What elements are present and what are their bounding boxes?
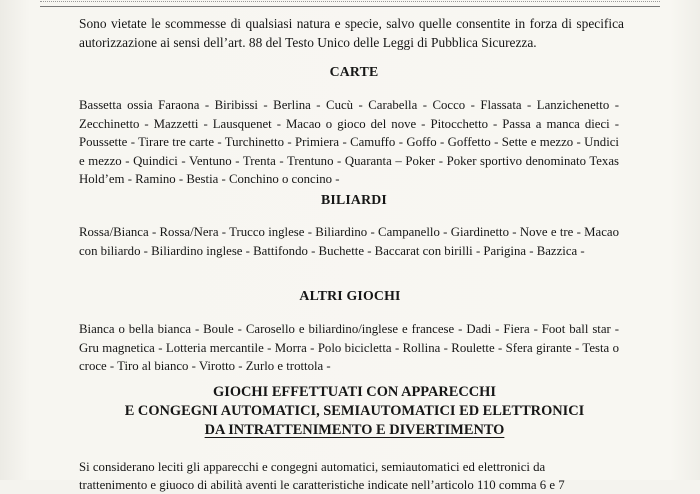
heading-altri-giochi: ALTRI GIOCHI <box>299 288 401 303</box>
heading-apparecchi-line2: E CONGEGNI AUTOMATICI, SEMIAUTOMATICI ED ELETTRONICI <box>124 403 585 419</box>
heading-apparecchi-line1: GIOCHI EFFETTUATI CON APPARECCHI <box>213 384 496 400</box>
heading-apparecchi <box>82 383 627 440</box>
heading-biliardi: BILIARDI <box>320 192 387 207</box>
intro-paragraph: Sono vietate le scommesse di qualsiasi natura e specie, salvo quelle consentite in forza di specifica autorizzazione ai sensi dell’art. 88 del Testo Unico delle Leggi di Pubblica Sicurezza. <box>79 16 624 50</box>
heading-apparecchi-line3: DA INTRATTENIMENTO E DIVERTIMENTO <box>204 422 505 438</box>
altri-giochi-list: Bianca o bella bianca - Boule - Carosello e biliardino/inglese e francese - Dadi - Fiera - Foot ball star - Gru magnetica - Lotteria mercantile - Morra - Polo bicicletta - Rollina - Roulette - Sfera girante - Testa o croce - Tiro al bianco - Virotto - Zurlo e trottola - <box>79 322 619 373</box>
apparecchi-text-line2: trattenimento e giuoco di abilità aventi le caratteristiche indicate nell’articolo 110 comma 6 e 7 <box>79 478 565 492</box>
carte-list: Bassetta ossia Faraona - Biribissi - Berlina - Cucù - Carabella - Cocco - Flassata - Lanzichenetto - Zecchinetto - Mazzetti - Lausquenet - Macao o gioco del nove - Pitocchetto - Passa a manca dieci - Poussette - Tirare tre carte - Turchinetto - Primiera - Camuffo - Goffo - Goffetto - Sette e mezzo - Undici e mezzo - Quindici - Ventuno - Trenta - Trentuno - Quaranta – Poker - Poker sportivo denominato Texas Hold’em - Ramino - Bestia - Conchino o concino - <box>79 98 619 186</box>
top-rule <box>40 6 660 7</box>
heading-carte: CARTE <box>329 64 379 79</box>
apparecchi-text-line1: Si considerano leciti gli apparecchi e congegni automatici, semiautomatici ed elettronici da <box>79 460 546 474</box>
apparecchi-paragraph <box>79 458 619 494</box>
biliardi-list: Rossa/Bianca - Rossa/Nera - Trucco inglese - Biliardino - Campanello - Giardinetto - Nove e tre - Macao con biliardo - Biliardino inglese - Battifondo - Buchette - Baccarat con birilli - Parigina - Bazzica - <box>79 225 619 258</box>
